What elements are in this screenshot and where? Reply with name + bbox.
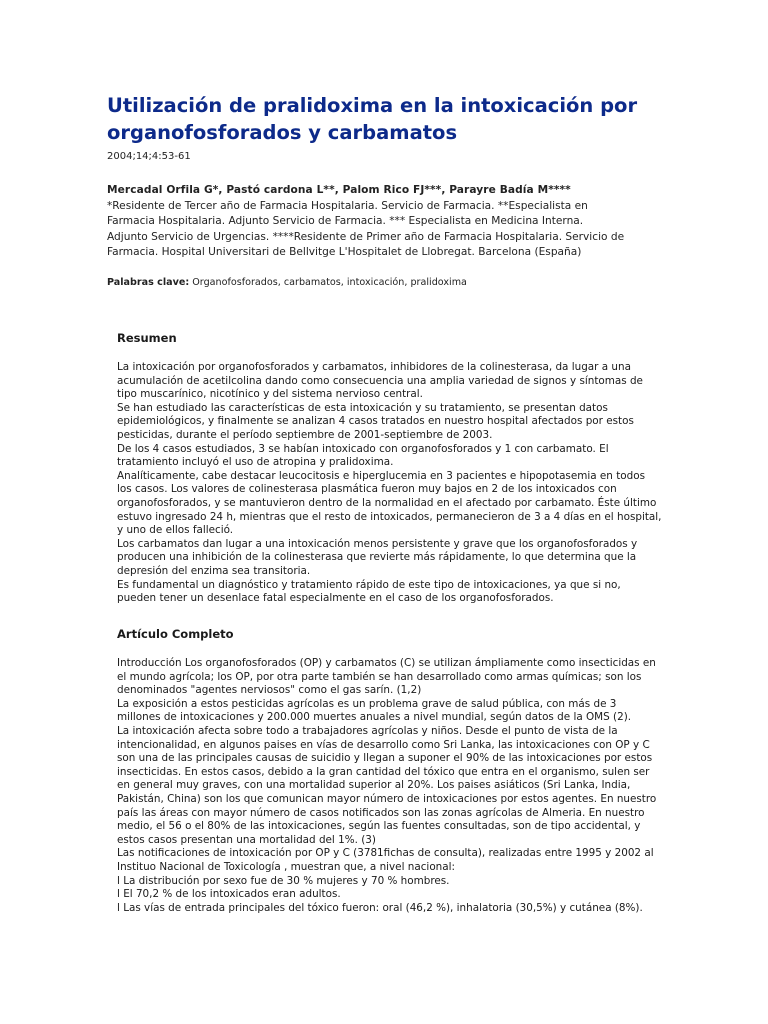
resumen-paragraph: De los 4 casos estudiados, 3 se habían intoxicado con organofosforados y 1 con carbamato. El tratamiento incluyó el uso de atropina y pralidoxima. xyxy=(117,442,609,469)
article-title: Utilización de pralidoxima en la intoxicación por organofosforados y carbamatos xyxy=(107,94,638,144)
author-names: Mercadal Orfila G*, Pastó cardona L**, Palom Rico FJ***, Parayre Badía M**** xyxy=(107,184,571,196)
bullet-item: l La distribución por sexo fue de 30 % mujeres y 70 % hombres. xyxy=(117,874,450,887)
resumen-paragraph: La intoxicación por organofosforados y carbamatos, inhibidores de la colinesterasa, da lugar a una acumulación de acetilcolina dando como consecuencia una amplia variedad de signos y síntomas de tipo muscarínico, nicotínico y del sistema nervioso central. xyxy=(117,361,643,401)
articulo-paragraph: La intoxicación afecta sobre todo a trabajadores agrícolas y niños. Desde el punto de vista de la intencionalidad, en algunos paises en vías de desarrollo como Sri Lanka, las intoxicaciones con OP y C son una de las principales causas de suicidio y llegan a suponer el 90% de las intoxicaciones por estos insecticidas. En estos casos, debido a la gran cantidad del tóxico que entra en el organismo, sulen ser en general muy graves, con una mortalidad superior al 20%. Los paises asiáticos (Sri Lanka, India, Pakistán, China) son los que comunican mayor número de intoxicaciones por estos agentes. En nuestro país las áreas con mayor número de casos notificados son las zonas agrícolas de Almeria. En nuestro medio, el 56 o el 80% de las intoxicaciones, según las fuentes consultadas, son de tipo accidental, y estos casos presentan una mortalidad del 1%. (3) xyxy=(117,724,657,846)
articulo-heading: Artículo Completo xyxy=(117,627,234,641)
bullet-item: l Las vías de entrada principales del tóxico fueron: oral (46,2 %), inhalatoria (30,5%) y cutánea (8%). xyxy=(117,901,643,914)
resumen-paragraph: Se han estudiado las características de esta intoxicación y su tratamiento, se presentan datos epidemiológicos, y finalmente se analizan 4 casos tratados en nuestro hospital afectados por estos pesticidas, durante el período septiembre de 2001-septiembre de 2003. xyxy=(117,401,634,441)
resumen-paragraph: Analíticamente, cabe destacar leucocitosis e hiperglucemia en 3 pacientes e hipopotasemia en todos los casos. Los valores de colinesterasa plasmática fueron muy bajos en 2 de los intoxicados con organofosforados, y se mantuvieron dentro de la normalidad en el afectado por carbamato. Éste último estuvo ingresado 24 h, mientras que el resto de intoxicados, permanecieron de 3 a 4 días en el hospital, y uno de ellos falleció. xyxy=(117,469,662,537)
keywords-label: Palabras clave: xyxy=(107,277,190,288)
author-affiliations: *Residente de Tercer año de Farmacia Hospitalaria. Servicio de Farmacia. **Especialista en Farmacia Hospitalaria. Adjunto Servicio de Farmacia. *** Especialista en Medicina Interna. Adjunto Servicio de Urgencias. ****Residente de Primer año de Farmacia Hospitalaria. Servicio de Farmacia. Hospital Universitari de Bellvitge L'Hospitalet de Llobregat. Barcelona (España) xyxy=(107,199,625,258)
keywords-value: Organofosforados, carbamatos, intoxicación, pralidoxima xyxy=(192,277,467,288)
resumen-paragraph: Los carbamatos dan lugar a una intoxicación menos persistente y grave que los organofosforados y producen una inhibición de la colinesterasa que revierte más rápidamente, lo que determina que la depresión del enzima sea transitoria. xyxy=(117,537,638,577)
articulo-paragraph: La exposición a estos pesticidas agrícolas es un problema grave de salud pública, con más de 3 millones de intoxicaciones y 200.000 muertes anuales a nivel mundial, según datos de la OMS (2). xyxy=(117,697,632,724)
articulo-paragraph: Introducción Los organofosforados (OP) y carbamatos (C) se utilizan ámpliamente como insecticidas en el mundo agrícola; los OP, por otra parte también se han desarrollado como armas químicas; son los denominados "agentes nerviosos" como el gas sarín. (1,2) xyxy=(117,657,656,697)
citation-reference: 2004;14;4:53-61 xyxy=(107,151,191,162)
articulo-paragraph: Las notificaciones de intoxicación por OP y C (3781fichas de consulta), realizadas entre 1995 y 2002 al Instituo Nacional de Toxicología , muestran que, a nivel nacional: xyxy=(117,847,654,873)
resumen-paragraph: Es fundamental un diagnóstico y tratamiento rápido de este tipo de intoxicaciones, ya que si no, pueden tener un desenlace fatal especialmente en el caso de los organofosforados. xyxy=(117,578,621,605)
articulo-body xyxy=(117,657,662,915)
resumen-heading: Resumen xyxy=(117,331,177,345)
keywords-line xyxy=(107,276,467,289)
resumen-body xyxy=(117,361,662,606)
bullet-item: l El 70,2 % de los intoxicados eran adultos. xyxy=(117,888,341,901)
authors-block xyxy=(107,183,627,261)
